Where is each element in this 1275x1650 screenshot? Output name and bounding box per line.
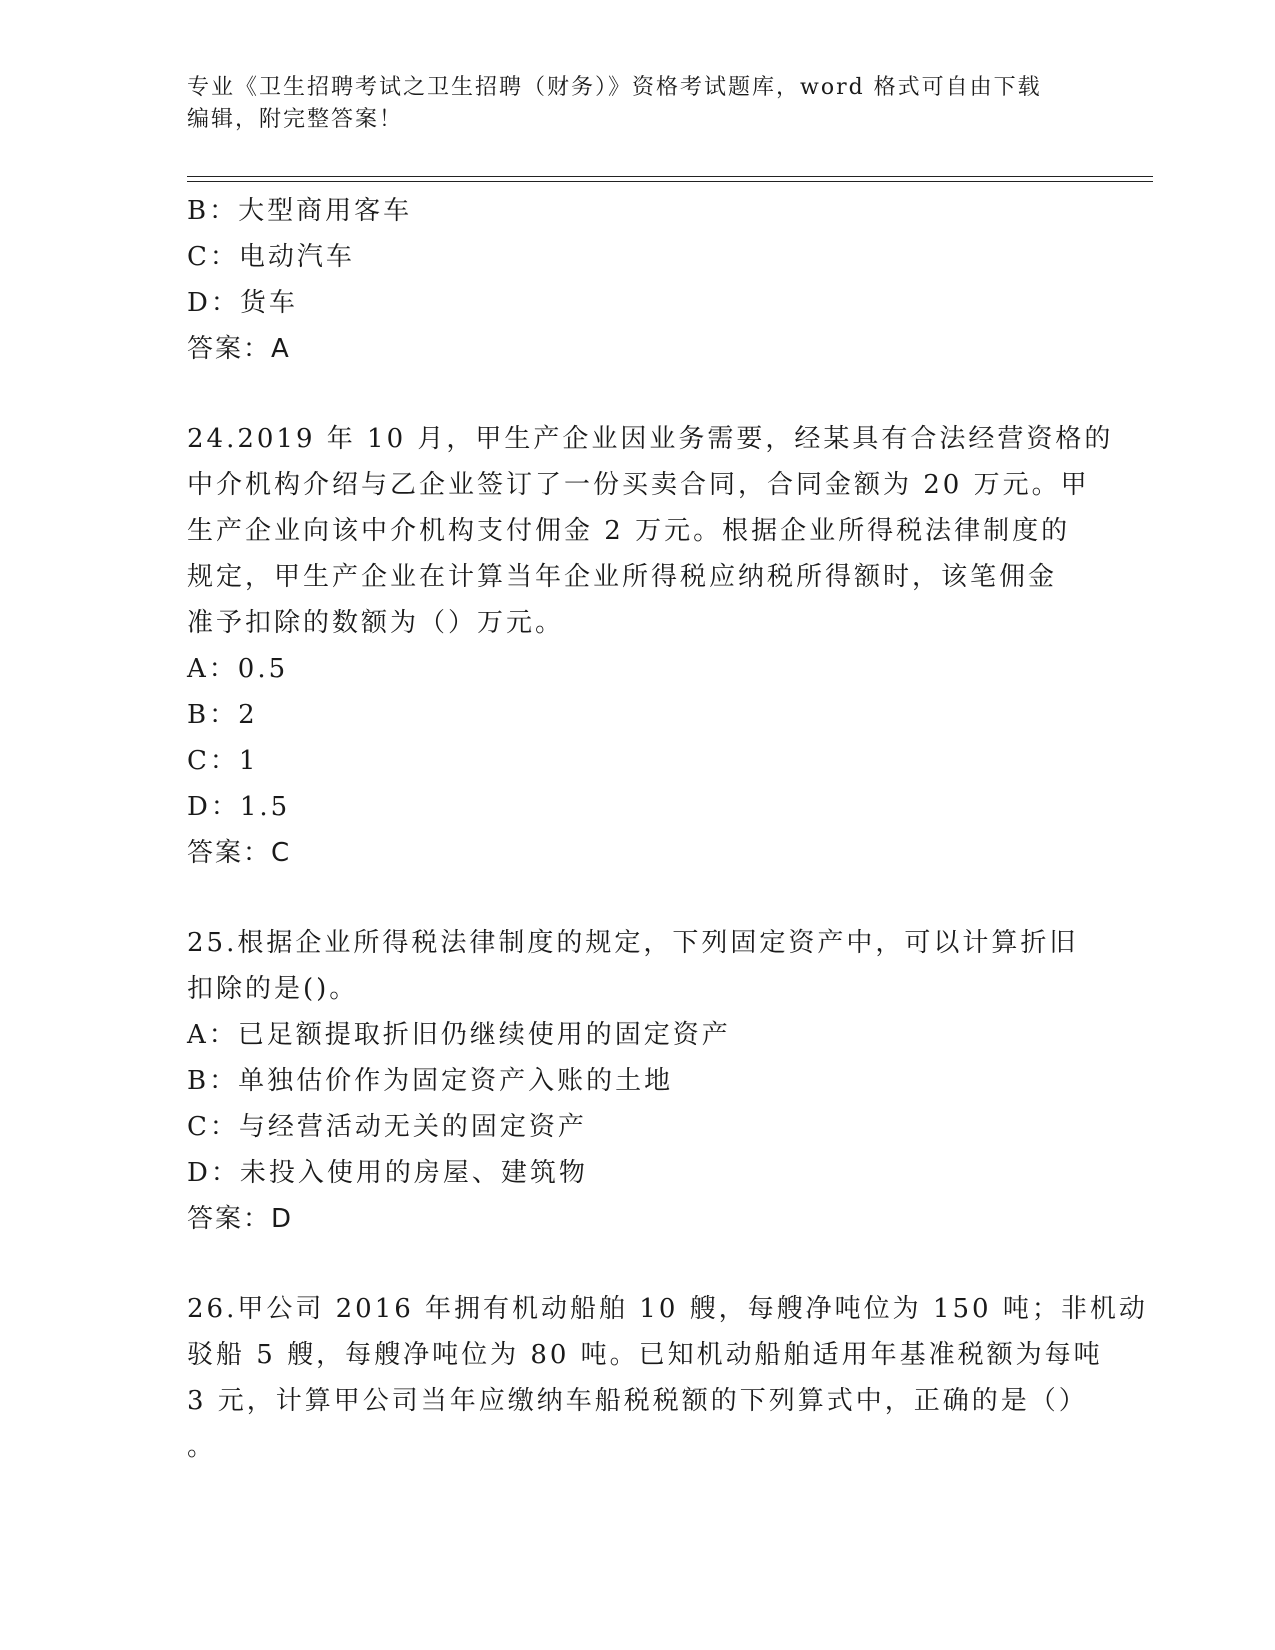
q25-option-d: D：未投入使用的房屋、建筑物 (187, 1158, 588, 1188)
header-line-1: 专业《卫生招聘考试之卫生招聘（财务）》资格考试题库，word 格式可自由下载 (187, 75, 1042, 100)
question-24 (187, 416, 1114, 876)
q24-text-line: 生产企业向该中介机构支付佣金 2 万元。根据企业所得税法律制度的 (187, 516, 1071, 546)
header-line-2: 编辑，附完整答案！ (187, 107, 404, 132)
spacer (187, 372, 1087, 416)
q24-option-c: C：1 (187, 746, 259, 776)
q26-text-line: 26.甲公司 2016 年拥有机动船舶 10 艘，每艘净吨位为 150 吨；非机动 (187, 1294, 1148, 1324)
q24-text-line: 准予扣除的数额为（）万元。 (187, 608, 565, 638)
q24-option-a: A：0.5 (187, 654, 289, 684)
question-25 (187, 920, 1087, 1242)
question-list (187, 188, 1148, 1470)
q24-text-line: 中介机构介绍与乙企业签订了一份买卖合同，合同金额为 20 万元。甲 (187, 470, 1090, 500)
q24-answer: 答案：C (187, 838, 292, 868)
q24-text-line: 规定，甲生产企业在计算当年企业所得税应纳税所得额时，该笔佣金 (187, 562, 1058, 592)
q25-text-line: 25.根据企业所得税法律制度的规定，下列固定资产中，可以计算折旧 (187, 928, 1079, 958)
header-divider-top (187, 176, 1153, 177)
q26-text-line: 3 元，计算甲公司当年应缴纳车船税税额的下列算式中，正确的是（） (187, 1386, 1088, 1416)
header-divider-bottom (187, 181, 1153, 182)
q24-text-line: 24.2019 年 10 月，甲生产企业因业务需要，经某具有合法经营资格的 (187, 424, 1114, 454)
q25-text-line: 扣除的是()。 (187, 974, 359, 1004)
q25-option-a: A：已足额提取折旧仍继续使用的固定资产 (187, 1020, 731, 1050)
question-26 (187, 1286, 1148, 1470)
document-header (187, 72, 1087, 136)
q24-option-b: B：2 (187, 700, 258, 730)
q24-option-d: D：1.5 (187, 792, 291, 822)
q26-text-line: 。 (187, 1432, 217, 1462)
q25-option-b: B：单独估价作为固定资产入账的土地 (187, 1066, 674, 1096)
q23-option-c: C：电动汽车 (187, 242, 355, 272)
q26-text-line: 驳船 5 艘，每艘净吨位为 80 吨。已知机动船舶适用年基准税额为每吨 (187, 1340, 1103, 1370)
q25-answer: 答案：D (187, 1204, 294, 1234)
q23-option-b: B：大型商用客车 (187, 196, 413, 226)
spacer (187, 876, 1087, 920)
q23-option-d: D：货车 (187, 288, 298, 318)
q23-answer: 答案：A (187, 334, 291, 364)
question-23 (187, 188, 1087, 372)
spacer (187, 1242, 1087, 1286)
q25-option-c: C：与经营活动无关的固定资产 (187, 1112, 587, 1142)
